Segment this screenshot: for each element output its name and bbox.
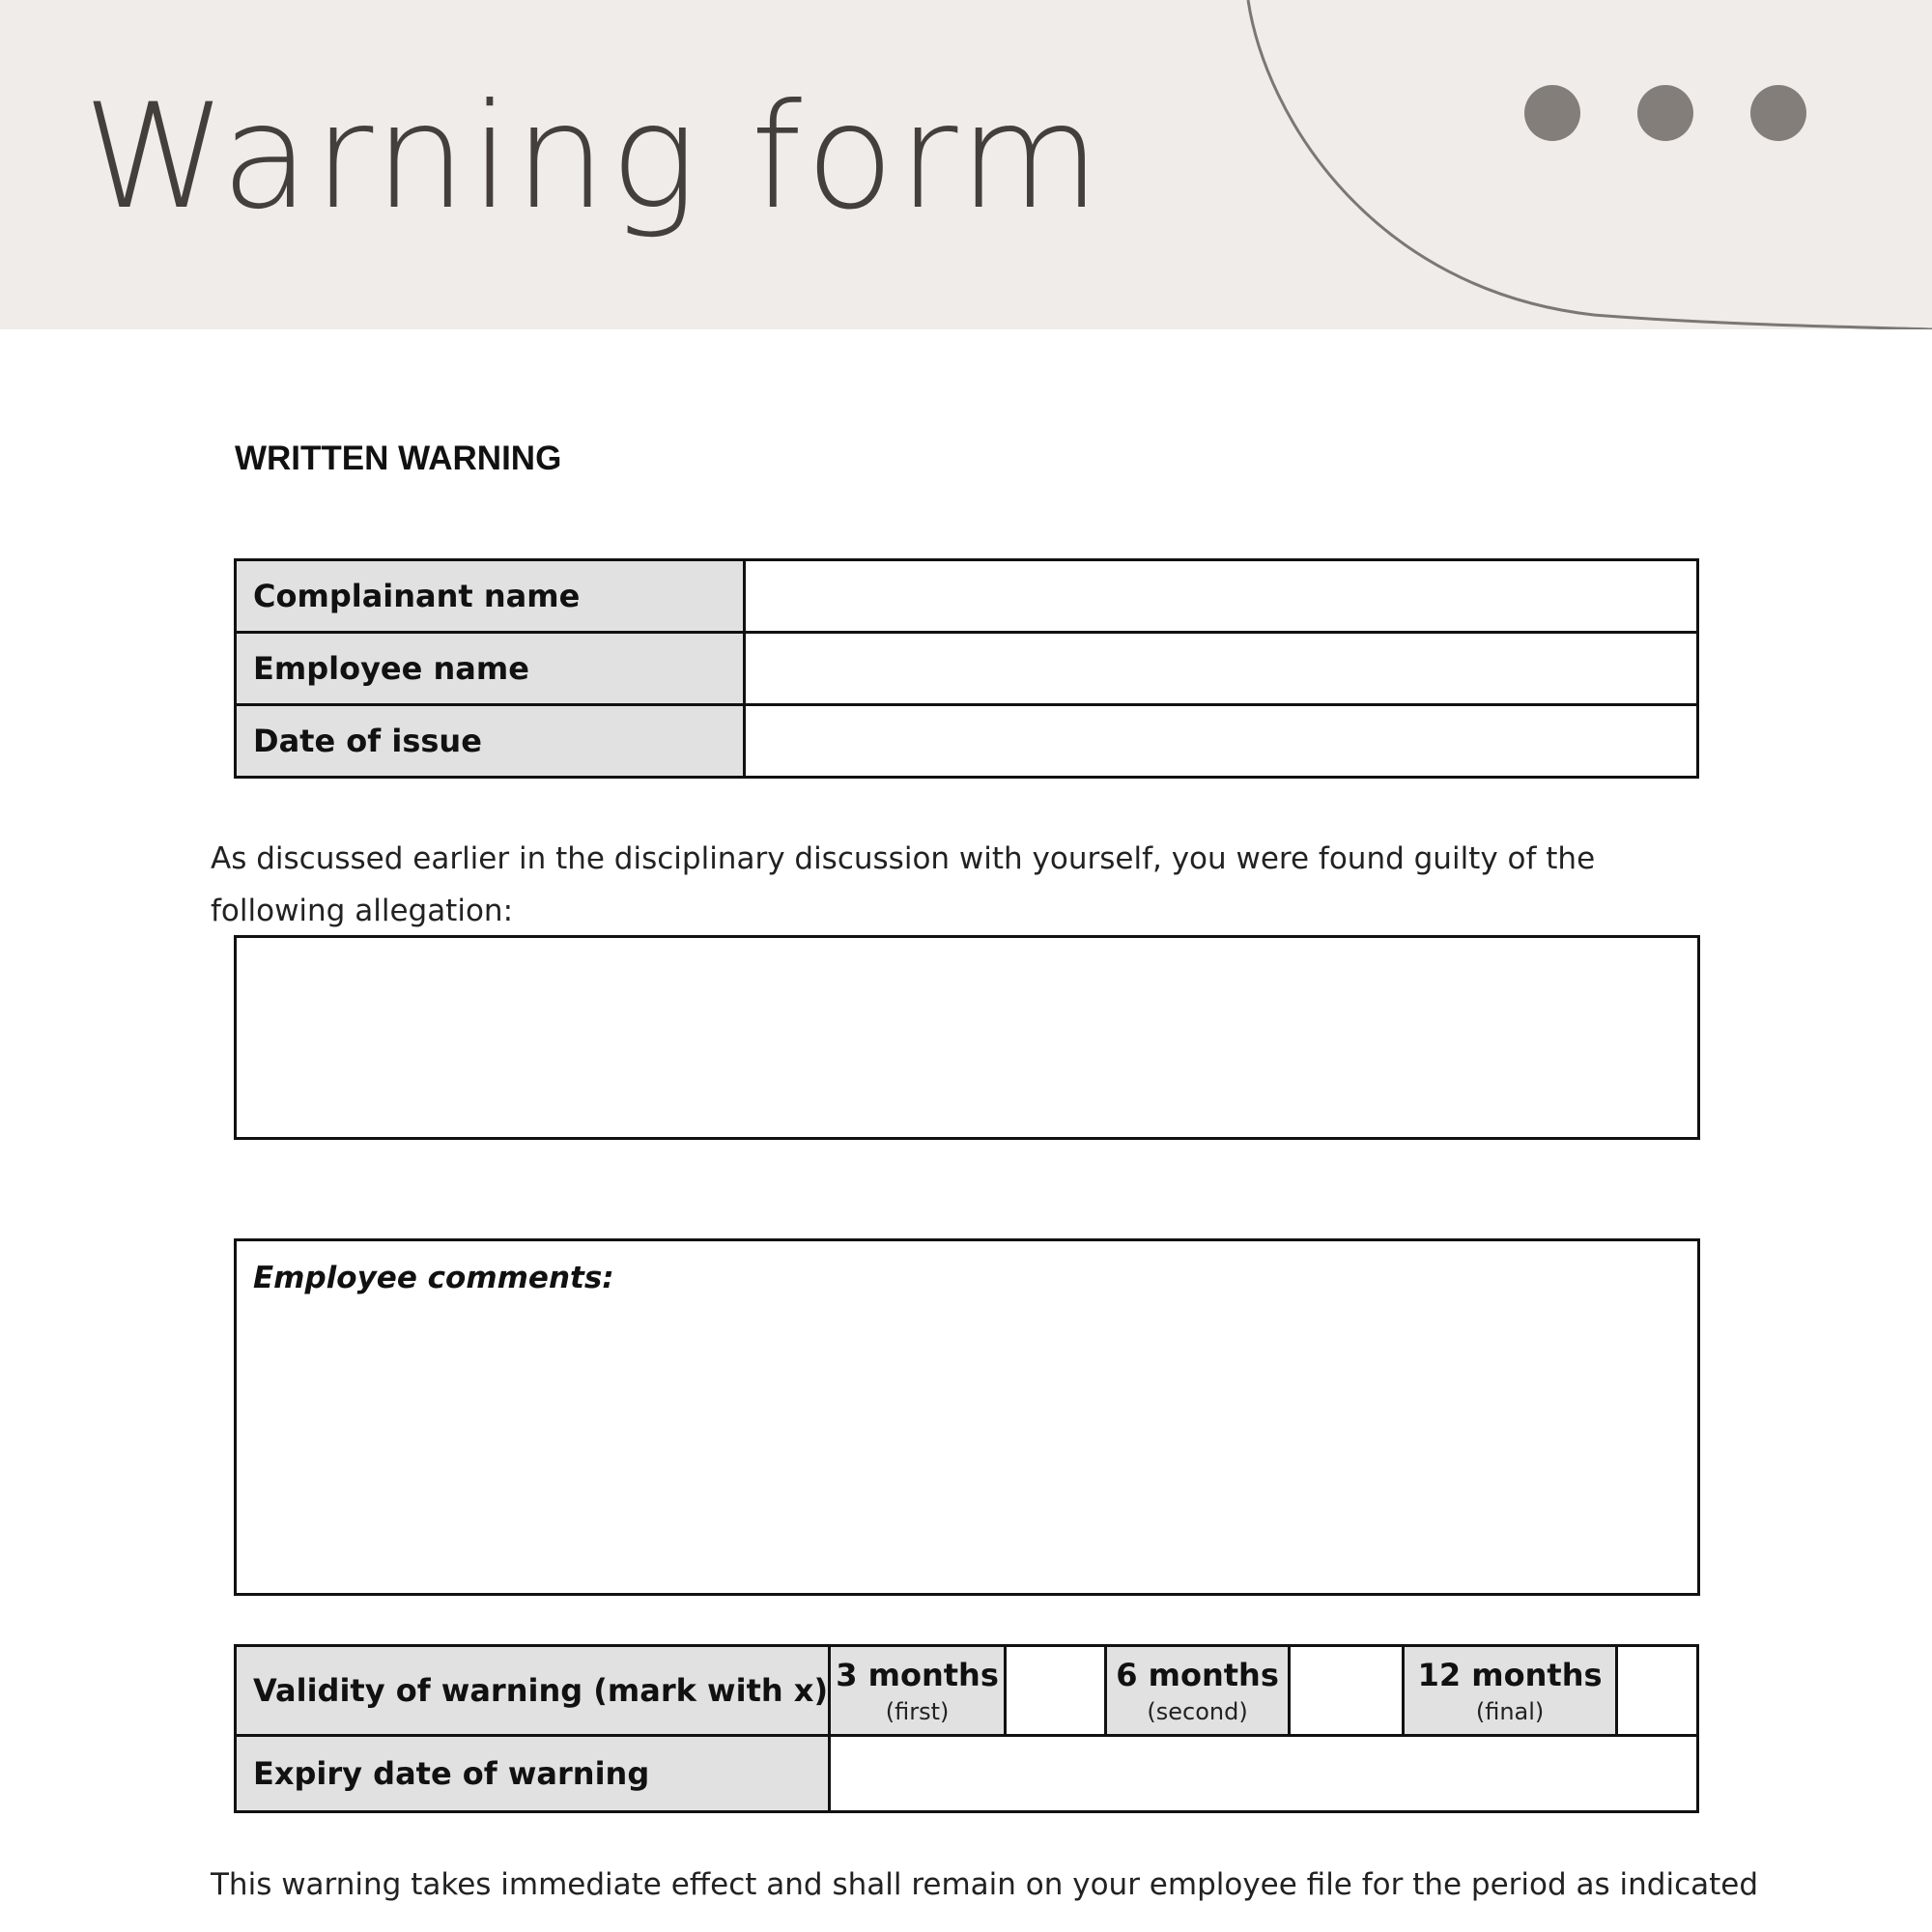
expiry-date-label: Expiry date of warning — [236, 1736, 830, 1812]
validity-table — [234, 1644, 1699, 1813]
section-heading: WRITTEN WARNING — [235, 440, 562, 477]
dot-icon — [1637, 85, 1693, 141]
date-of-issue-field[interactable] — [745, 705, 1698, 778]
option-period: 6 months — [1116, 1656, 1279, 1693]
employee-name-label: Employee name — [236, 633, 745, 705]
table-row — [236, 1646, 1698, 1736]
table-row — [236, 560, 1698, 633]
mark-12-months-field[interactable] — [1617, 1646, 1698, 1736]
allegation-text: As discussed earlier in the disciplinary discussion with yourself, you were found guilty of the following allegation: — [211, 841, 1596, 928]
info-table — [234, 558, 1699, 779]
dot-icon — [1524, 85, 1580, 141]
mark-6-months-field[interactable] — [1290, 1646, 1404, 1736]
dot-icon — [1750, 85, 1806, 141]
complainant-name-field[interactable] — [745, 560, 1698, 633]
employee-name-field[interactable] — [745, 633, 1698, 705]
expiry-date-field[interactable] — [830, 1736, 1698, 1812]
option-note: (second) — [1147, 1697, 1248, 1725]
mark-3-months-field[interactable] — [1006, 1646, 1106, 1736]
table-row — [236, 1736, 1698, 1812]
option-note: (final) — [1475, 1697, 1545, 1725]
validity-label: Validity of warning (mark with x) — [236, 1646, 830, 1736]
date-of-issue-label: Date of issue — [236, 705, 745, 778]
complainant-name-label: Complainant name — [236, 560, 745, 633]
option-3-months — [830, 1646, 1006, 1736]
option-6-months — [1106, 1646, 1290, 1736]
table-row — [236, 705, 1698, 778]
option-period: 3 months — [836, 1656, 999, 1693]
header-banner — [0, 0, 1932, 329]
dots-decoration — [1524, 85, 1806, 141]
employee-comments-label: Employee comments: — [253, 1261, 614, 1295]
allegation-field[interactable] — [234, 935, 1700, 1140]
option-note: (first) — [885, 1697, 950, 1725]
closing-text: This warning takes immediate effect and shall remain on your employee file for the period as indicated — [211, 1867, 1759, 1902]
table-row — [236, 633, 1698, 705]
page-title: Warning form — [83, 73, 1104, 242]
option-period: 12 months — [1417, 1656, 1603, 1693]
option-12-months — [1404, 1646, 1617, 1736]
employee-comments-field[interactable] — [234, 1238, 1700, 1596]
